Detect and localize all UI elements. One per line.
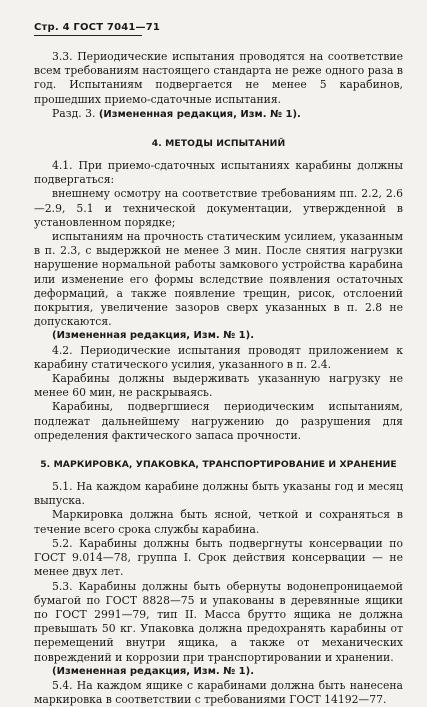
clause-4-1-visual-inspection: внешнему осмотру на соответствие требованиям пп. 2.2, 2.6—2.9, 5.1 и технической документации, утвержденной в установленном порядке; (34, 187, 403, 229)
amendment-note: (Измененная редакция, Изм. № 1). (52, 665, 255, 677)
section-3-ref: Разд. 3. (52, 106, 96, 120)
clause-5-3: 5.3. Карабины должны быть обернуты водонепроницаемой бумагой по ГОСТ 8828—75 и упакованы в деревянные ящики по ГОСТ 2991—79, тип II. Масса брутто ящика не должна превышать 50 кг. Упаковка должна предохранять карабины от перемещений внутри ящика, а также от механических повреждений и коррозии при транспортировании и хранении. (34, 579, 403, 664)
amendment-note: (Измененная редакция, Изм. № 1). (52, 330, 255, 342)
clause-4-2: 4.2. Периодические испытания проводят приложением к карабину статического усилия, указанного в п. 2.4. (34, 343, 403, 371)
clause-5-4: 5.4. На каждом ящике с карабинами должна быть нанесена маркировка в соответствии с требованиями ГОСТ 14192—77. (34, 678, 403, 707)
section-3-amendment-line (34, 107, 403, 122)
section-4-body (34, 159, 403, 443)
clause-3-3 (34, 50, 403, 122)
section-4-title: 4. МЕТОДЫ ИСПЫТАНИЙ (151, 138, 286, 150)
clause-4-2-duration: Карабины должны выдерживать указанную нагрузку не менее 60 мин, не раскрываясь. (34, 372, 403, 400)
clause-4-1: 4.1. При приемо-сдаточных испытаниях карабины должны подвергаться: (34, 159, 403, 187)
section-5-title: 5. МАРКИРОВКА, УПАКОВКА, ТРАНСПОРТИРОВАНИЕ И ХРАНЕНИЕ (40, 459, 397, 471)
page-header: Стр. 4 ГОСТ 7041—71 (34, 22, 161, 33)
section-5-body (34, 480, 403, 707)
clause-5-2: 5.2. Карабины должны быть подвергнуты консервации по ГОСТ 9.014—78, группа I. Срок действия консервации — не менее двух лет. (34, 536, 403, 579)
clause-3-3-text: 3.3. Периодические испытания проводятся на соответствие всем требованиям настоящего стандарта не реже одного раза в год. Испытаниям подвергается не менее 5 карабинов, прошедших приемо-сдаточные испытания. (34, 50, 403, 106)
clause-5-1-marking: Маркировка должна быть ясной, четкой и сохраняться в течение всего срока службы карабина. (34, 508, 403, 536)
amendment-note: (Измененная редакция, Изм. № 1). (98, 108, 301, 120)
clause-4-1-static-test: испытаниям на прочность статическим усилием, указанным в п. 2.3, с выдержкой не менее 3 мин. После снятия нагрузки нарушение нормальной работы замкового устройства карабина или изменение его формы вследствие появления остаточных деформаций, а также появление трещин, рисок, отслоений покрытия, увеличение зазоров сверх указанных в п. 2.8 не допускаются. (34, 230, 403, 329)
header-underline (34, 35, 142, 36)
clause-5-1: 5.1. На каждом карабине должны быть указаны год и месяц выпуска. (34, 480, 403, 508)
clause-4-2-destruction: Карабины, подвергшиеся периодическим испытаниям, подлежат дальнейшему нагружению до разрушения для определения фактического запаса прочности. (34, 400, 403, 442)
